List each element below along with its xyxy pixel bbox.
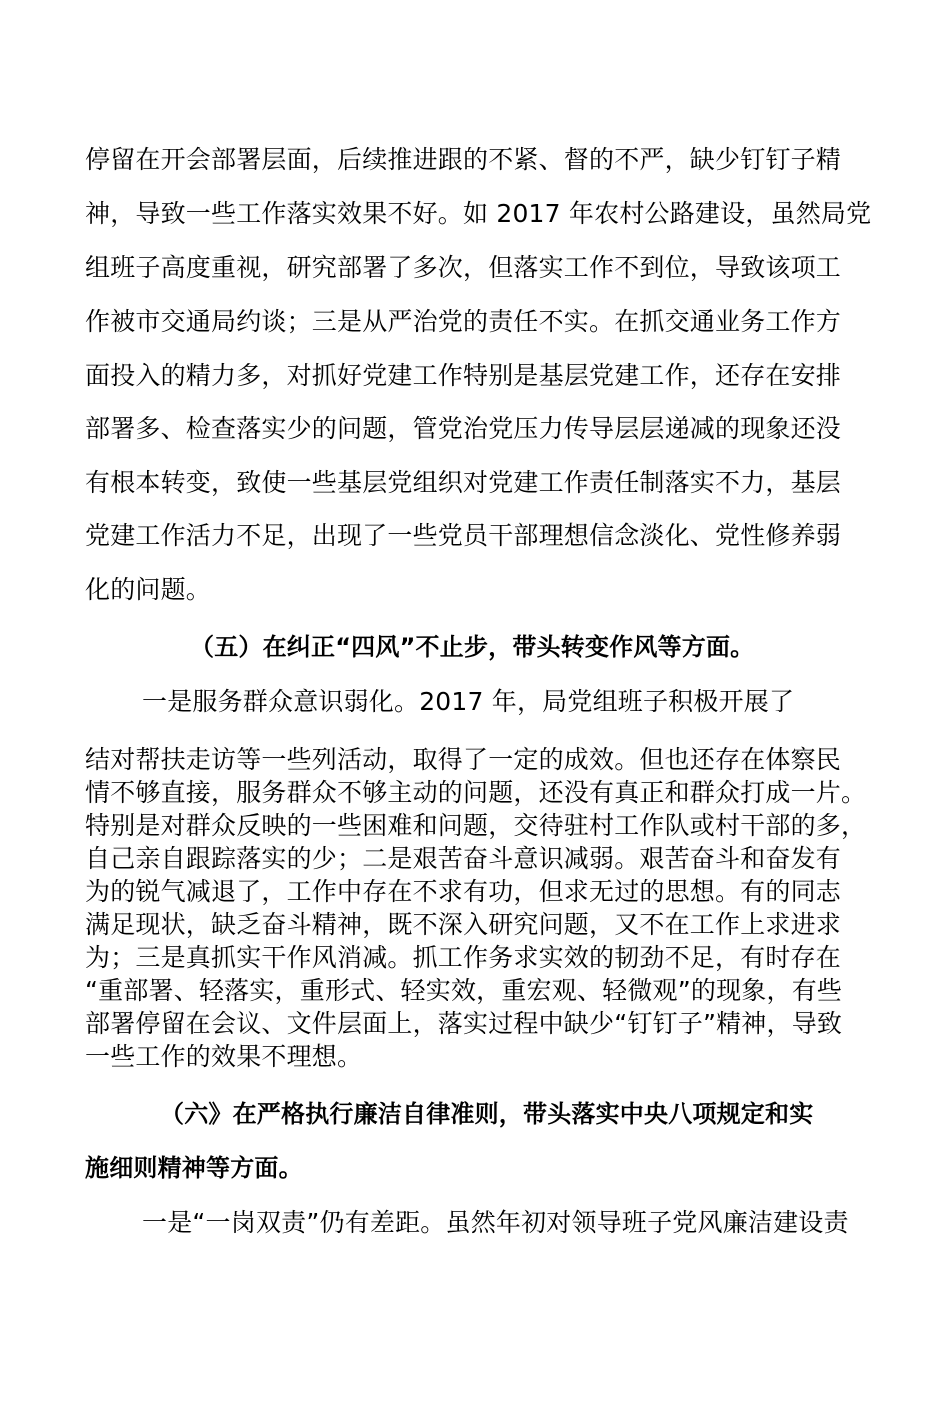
paragraph-first-line: 一是“一岗双责”仍有差距。虽然年初对领导班子党风廉洁建设责 [142,1208,849,1237]
section-heading-6-line-2: 施细则精神等方面。 [85,1154,303,1182]
text-line: “重部署、轻落实，重形式、轻实效，重宏观、轻微观”的现象，有些 [85,976,843,1005]
text-line: 部署停留在会议、文件层面上，落实过程中缺少“钉钉子”精神，导致 [85,1009,843,1038]
text-line: 神，导致一些工作落实效果不好。如 2017 年农村公路建设，虽然局党 [85,199,872,228]
text-line: 为；三是真抓实干作风消减。抓工作务求实效的韧劲不足，有时存在 [85,943,842,972]
text-line: 作被市交通局约谈；三是从严治党的责任不实。在抓交通业务工作方 [85,307,842,336]
section-heading-6-line-1: （六》在严格执行廉洁自律准则，带头落实中央八项规定和实 [160,1100,814,1128]
text-line: 为的锐气减退了，工作中存在不求有功，但求无过的思想。有的同志 [85,877,842,906]
text-line: 停留在开会部署层面，后续推进跟的不紧、督的不严，缺少钉钉子精 [85,145,842,174]
text-line: 自己亲自跟踪落实的少；二是艰苦奋斗意识减弱。艰苦奋斗和奋发有 [85,844,842,873]
text-line: 情不够直接，服务群众不够主动的问题，还没有真正和群众打成一片。 [85,778,867,807]
text-line: 结对帮扶走访等一些列活动，取得了一定的成效。但也还存在体察民 [85,745,842,774]
section-heading-5: （五）在纠正“四风”不止步，带头转变作风等方面。 [190,633,755,661]
text-line: 特别是对群众反映的一些困难和问题，交待驻村工作队或村干部的多， [85,811,867,840]
text-line: 化的问题。 [85,575,212,604]
text-line: 组班子高度重视，研究部署了多次，但落实工作不到位，导致该项工 [85,253,842,282]
text-line: 面投入的精力多，对抓好党建工作特别是基层党建工作，还存在安排 [85,361,842,390]
paragraph-first-line: 一是服务群众意识弱化。2017 年，局党组班子积极开展了 [142,687,795,716]
text-line: 满足现状，缺乏奋斗精神，既不深入研究问题，又不在工作上求进求 [85,910,842,939]
text-line: 党建工作活力不足，出现了一些党员干部理想信念淡化、党性修养弱 [85,521,842,550]
text-line: 部署多、检查落实少的问题，管党治党压力传导层层递减的现象还没 [85,414,842,443]
text-line: 一些工作的效果不理想。 [85,1042,363,1071]
text-line: 有根本转变，致使一些基层党组织对党建工作责任制落实不力，基层 [85,468,842,497]
